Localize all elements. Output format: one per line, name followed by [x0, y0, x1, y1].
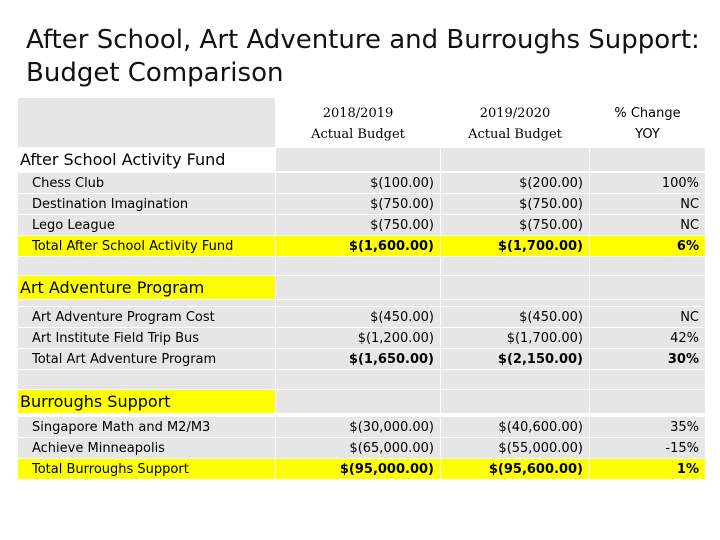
page-title: [26, 24, 706, 90]
value-cell: [441, 459, 590, 480]
row-label-cell: [18, 349, 276, 370]
value-change: NC: [680, 310, 699, 325]
row-label-cell: [18, 215, 276, 236]
spacer-cell: [18, 257, 276, 276]
total-row: [18, 459, 706, 480]
value-cell: [276, 194, 441, 215]
total-change: 6%: [676, 239, 699, 254]
header-change-cell: [590, 98, 706, 148]
spacer-cell: [441, 257, 590, 276]
row-label: Destination Imagination: [32, 197, 189, 212]
value-cell: [441, 173, 590, 194]
row-label: Achieve Minneapolis: [32, 441, 165, 456]
header-2018-cell: [276, 98, 441, 148]
value-cell: [590, 236, 706, 257]
header-2018-year: 2018/2019: [322, 106, 394, 121]
value-cell: [276, 215, 441, 236]
value-cell: [276, 417, 441, 438]
value-2019: $(450.00): [519, 310, 583, 325]
total-label: Total Art Adventure Program: [32, 352, 217, 367]
value-cell: [590, 328, 706, 349]
value-cell: [441, 417, 590, 438]
row-label: Art Institute Field Trip Bus: [32, 331, 200, 346]
table-row: [18, 215, 706, 236]
row-label: Singapore Math and M2/M3: [32, 420, 211, 435]
header-2018-label: Actual Budget: [311, 127, 405, 142]
value-change: -15%: [665, 441, 699, 456]
section-band-cell: [590, 390, 706, 414]
header-2019-cell: [441, 98, 590, 148]
value-cell: [590, 307, 706, 328]
total-change: 1%: [676, 462, 699, 477]
total-2019: $(95,600.00): [488, 462, 583, 477]
value-2018: $(450.00): [370, 310, 434, 325]
header-row: [18, 98, 706, 148]
section-band-cell: [276, 390, 441, 414]
section-band-cell: [276, 148, 441, 172]
value-change: NC: [680, 218, 699, 233]
row-label-cell: [18, 307, 276, 328]
row-label-cell: [18, 328, 276, 349]
value-cell: [590, 459, 706, 480]
row-label: Chess Club: [32, 176, 105, 191]
table-row: [18, 173, 706, 194]
section-row: [18, 276, 706, 300]
section-band-cell: [590, 276, 706, 300]
row-label: Art Adventure Program Cost: [32, 310, 215, 325]
title-line-1: After School, Art Adventure and Burroughs Support:: [26, 25, 700, 55]
value-cell: [276, 236, 441, 257]
value-2018: $(750.00): [370, 197, 434, 212]
value-2019: $(40,600.00): [498, 420, 583, 435]
total-row: [18, 349, 706, 370]
header-2019-year: 2019/2020: [479, 106, 551, 121]
value-cell: [590, 194, 706, 215]
section-band-cell: [590, 148, 706, 172]
total-2018: $(1,650.00): [348, 352, 434, 367]
value-2019: $(750.00): [519, 218, 583, 233]
total-2019: $(2,150.00): [497, 352, 583, 367]
header-2019-label: Actual Budget: [468, 127, 562, 142]
value-cell: [590, 173, 706, 194]
value-cell: [590, 417, 706, 438]
section-title-cell: [18, 390, 276, 414]
value-change: 42%: [670, 331, 699, 346]
value-2019: $(55,000.00): [498, 441, 583, 456]
total-row: [18, 236, 706, 257]
row-label-cell: [18, 459, 276, 480]
section-band-cell: [276, 276, 441, 300]
value-cell: [441, 349, 590, 370]
value-cell: [276, 459, 441, 480]
value-2019: $(200.00): [519, 176, 583, 191]
total-change: 30%: [667, 352, 699, 367]
value-2018: $(30,000.00): [349, 420, 434, 435]
value-cell: [441, 194, 590, 215]
total-2018: $(1,600.00): [348, 239, 434, 254]
total-2018: $(95,000.00): [339, 462, 434, 477]
table-row: [18, 194, 706, 215]
value-2018: $(1,200.00): [357, 331, 434, 346]
value-cell: [590, 438, 706, 459]
spacer-cell: [441, 300, 590, 307]
spacer-cell: [18, 370, 276, 390]
spacer-cell: [276, 370, 441, 390]
value-cell: [276, 328, 441, 349]
value-cell: [590, 349, 706, 370]
spacer-row: [18, 370, 706, 390]
value-cell: [276, 173, 441, 194]
value-cell: [276, 307, 441, 328]
row-label-cell: [18, 417, 276, 438]
row-label-cell: [18, 173, 276, 194]
value-cell: [590, 215, 706, 236]
value-cell: [441, 307, 590, 328]
value-cell: [441, 328, 590, 349]
row-label: Lego League: [32, 218, 115, 233]
row-label-cell: [18, 236, 276, 257]
spacer-cell: [441, 370, 590, 390]
spacer-cell: [18, 300, 276, 307]
spacer-cell: [276, 257, 441, 276]
value-change: 100%: [661, 176, 699, 191]
value-cell: [276, 438, 441, 459]
section-row: [18, 148, 706, 172]
section-band-cell: [441, 390, 590, 414]
row-label-cell: [18, 438, 276, 459]
section-title: Art Adventure Program: [20, 278, 205, 297]
total-2019: $(1,700.00): [497, 239, 583, 254]
table-row: [18, 328, 706, 349]
section-band-cell: [441, 276, 590, 300]
spacer-row: [18, 257, 706, 276]
row-label-cell: [18, 194, 276, 215]
spacer-cell: [590, 370, 706, 390]
value-2019: $(1,700.00): [506, 331, 583, 346]
header-change-label: % Change: [614, 106, 681, 121]
section-title-cell: [18, 148, 276, 172]
value-2018: $(750.00): [370, 218, 434, 233]
section-title: Burroughs Support: [20, 392, 171, 411]
section-band-cell: [441, 148, 590, 172]
value-2018: $(100.00): [370, 176, 434, 191]
spacer-cell: [590, 300, 706, 307]
value-change: NC: [680, 197, 699, 212]
section-title: After School Activity Fund: [20, 150, 226, 169]
value-2019: $(750.00): [519, 197, 583, 212]
table-row: [18, 417, 706, 438]
section-row: [18, 390, 706, 414]
spacer-cell: [276, 300, 441, 307]
value-cell: [276, 349, 441, 370]
value-cell: [441, 215, 590, 236]
title-line-2: Budget Comparison: [26, 58, 284, 88]
table-row: [18, 438, 706, 459]
value-2018: $(65,000.00): [349, 441, 434, 456]
spacer-row: [18, 300, 706, 307]
total-label: Total After School Activity Fund: [32, 239, 234, 254]
header-yoy-label: YOY: [635, 127, 660, 142]
header-blank-cell: [18, 98, 276, 148]
total-label: Total Burroughs Support: [32, 462, 189, 477]
section-title-cell: [18, 276, 276, 300]
table-row: [18, 307, 706, 328]
value-cell: [441, 438, 590, 459]
spacer-cell: [590, 257, 706, 276]
value-change: 35%: [670, 420, 699, 435]
value-cell: [441, 236, 590, 257]
